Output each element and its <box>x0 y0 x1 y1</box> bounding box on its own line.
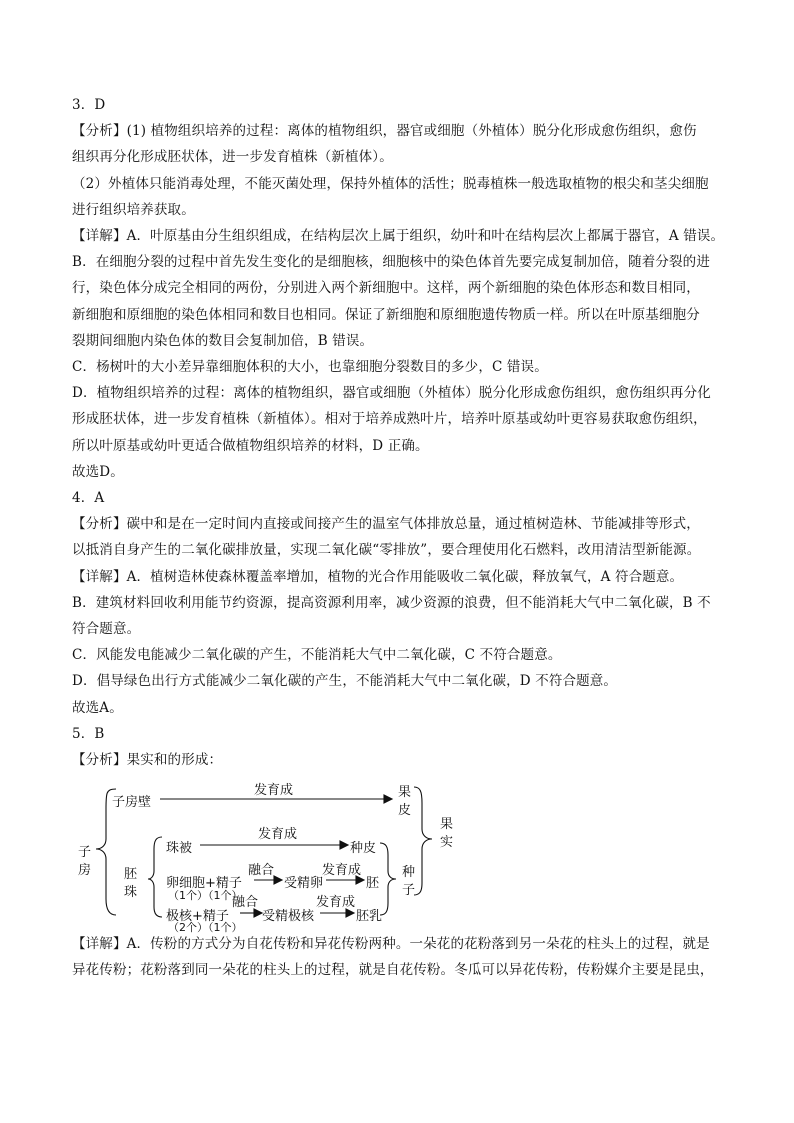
label-fayucheng-2: 发育成 <box>258 827 298 843</box>
label-luanxibao: 卵细胞+精子 <box>166 876 242 892</box>
label-fayucheng-4: 发育成 <box>316 895 356 911</box>
document-body <box>72 92 724 984</box>
text-line: 【分析】碳中和是在一定时间内直接或间接产生的温室气体排放总量，通过植树造林、节能减排等形式， <box>72 516 700 533</box>
text-line: B．在细胞分裂的过程中首先发生变化的是细胞核，细胞核中的染色体首先要完成复制加倍，随着分裂的进 <box>72 254 710 271</box>
text-line: 【详解】A．植树造林使森林覆盖率增加，植物的光合作用能吸收二氧化碳，释放氧气，A 符合题意。 <box>72 568 684 585</box>
label-fayucheng-1: 发育成 <box>254 783 294 799</box>
label-zhubei: 珠被 <box>166 841 193 857</box>
label-shoujingluan: 受精卵 <box>284 876 324 892</box>
text-line: 行，染色体分成完全相同的两份，分别进入两个新细胞中。这样，两个新细胞的染色体形态和数目相同， <box>72 280 700 297</box>
text-line: 符合题意。 <box>72 621 141 638</box>
label-zi: 子 <box>78 845 92 861</box>
label-zhu: 珠 <box>124 885 138 901</box>
text-line: C．风能发电能减少二氧化碳的产生，不能消耗大气中二氧化碳，C 不符合题意。 <box>72 647 562 664</box>
answer-text-bottom <box>72 931 724 983</box>
text-line: 故选D。 <box>72 463 124 480</box>
label-count-2: （2个）（1个） <box>168 921 243 935</box>
answer-text-top <box>72 92 724 773</box>
text-line: 3．D <box>72 97 106 113</box>
text-line: 4．A <box>72 490 105 507</box>
label-peiru: 胚乳 <box>356 909 383 925</box>
text-line: 异花传粉；花粉落到同一朵花的柱头上的过程，就是自花传粉。冬瓜可以异花传粉，传粉媒介主要是昆虫， <box>72 962 714 979</box>
label-pei-word: 胚 <box>366 876 380 892</box>
text-line: 故选A。 <box>72 699 123 716</box>
label-zhong: 种 <box>402 865 416 881</box>
text-line: 【分析】(1) 植物组织培养的过程：离体的植物组织，器官或细胞（外植体）脱分化形成愈伤组织，愈伤 <box>72 123 697 140</box>
text-line: 所以叶原基或幼叶更适合做植物组织培养的材料，D 正确。 <box>72 437 429 454</box>
label-ronghe-1: 融合 <box>248 863 275 879</box>
label-zhongpi: 种皮 <box>350 841 377 857</box>
text-line: B．建筑材料回收利用能节约资源，提高资源利用率，减少资源的浪费，但不能消耗大气中二氧化碳，B 不 <box>72 594 711 611</box>
text-line: 进行组织培养获取。 <box>72 201 195 218</box>
text-line: C．杨树叶的大小差异靠细胞体积的大小，也靠细胞分裂数目的多少，C 错误。 <box>72 359 548 376</box>
text-line: （2）外植体只能消毒处理，不能灭菌处理，保持外植体的活性；脱毒植株一般选取植物的根尖和茎尖细胞 <box>72 175 709 192</box>
label-zifangbi: 子房壁 <box>112 795 152 811</box>
label-jihe: 极核+精子 <box>166 909 229 925</box>
fruit-formation-diagram <box>76 779 476 935</box>
label-pi: 皮 <box>398 803 412 819</box>
text-line: 组织再分化形成胚状体，进一步发育植株（新植体）。 <box>72 149 393 166</box>
text-line: D．倡导绿色出行方式能减少二氧化碳的产生，不能消耗大气中二氧化碳，D 不符合题意。 <box>72 673 618 690</box>
label-fayucheng-3: 发育成 <box>322 863 362 879</box>
text-line: 新细胞和原细胞的染色体相同和数目也相同。保证了新细胞和原细胞遗传物质一样。所以在叶原基细胞分 <box>72 306 700 323</box>
text-line: 裂期间细胞内染色体的数目会复制加倍，B 错误。 <box>72 332 374 349</box>
label-pei: 胚 <box>124 867 138 883</box>
label-shi: 实 <box>440 835 454 851</box>
text-line: 【详解】A．叶原基由分生组织组成，在结构层次上属于组织，幼叶和叶在结构层次上都属于器官，A 错误。 <box>72 228 725 245</box>
label-guo: 果 <box>398 785 412 801</box>
label-guo2: 果 <box>440 817 454 833</box>
text-line: 形成胚状体，进一步发育植株（新植体）。相对于培养成熟叶片，培养叶原基或幼叶更容易获取愈伤组织， <box>72 411 707 428</box>
label-zi2: 子 <box>402 883 416 899</box>
text-line: 【详解】A．传粉的方式分为自花传粉和异花传粉两种。一朵花的花粉落到另一朵花的柱头上的过程，就是 <box>72 936 710 953</box>
label-fang: 房 <box>78 863 92 879</box>
text-line: 5．B <box>72 725 105 742</box>
label-shoujingjihe: 受精极核 <box>262 909 315 925</box>
text-line: 以抵消自身产生的二氧化碳排放量，实现二氧化碳“零排放”，要合理使用化石燃料，改用清洁型新能源。 <box>72 542 701 559</box>
text-line: 【分析】果实和的形成： <box>72 752 223 769</box>
label-count-1: （1个）（1个） <box>168 889 243 903</box>
text-line: D．植物组织培养的过程：离体的植物组织，器官或细胞（外植体）脱分化形成愈伤组织，愈伤组织再分化 <box>72 385 711 402</box>
label-ronghe-2: 融合 <box>232 895 259 911</box>
